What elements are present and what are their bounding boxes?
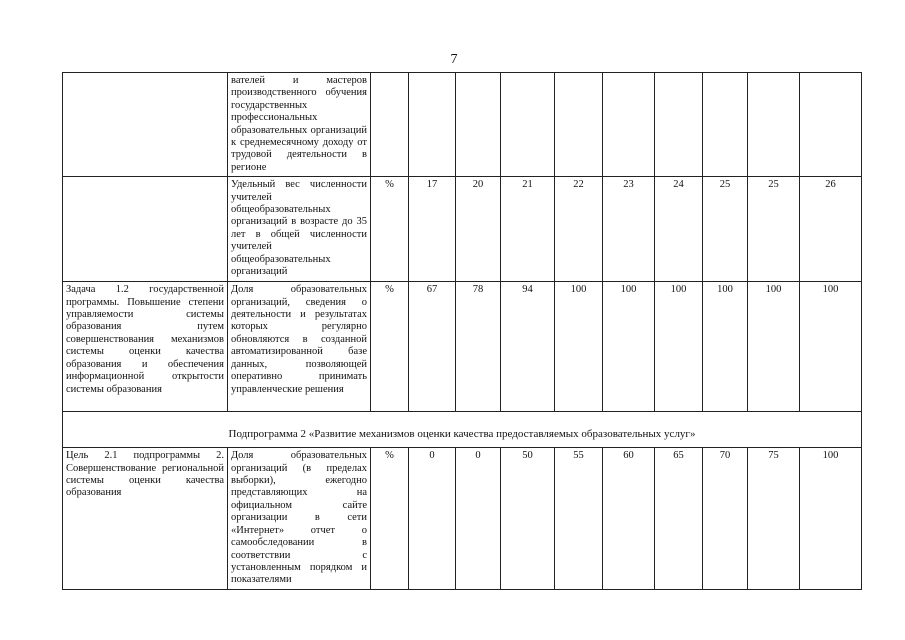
value-cell: 100 — [703, 282, 748, 412]
value-cell: 78 — [456, 282, 501, 412]
value-cell: 100 — [555, 282, 603, 412]
value-cell: 24 — [655, 177, 703, 282]
value-cell: 22 — [555, 177, 603, 282]
value-cell: 100 — [603, 282, 655, 412]
value-cell: 100 — [800, 448, 862, 589]
value-cell — [555, 73, 603, 177]
unit-cell: % — [371, 177, 409, 282]
value-cell — [456, 73, 501, 177]
value-cell — [603, 73, 655, 177]
value-cell: 17 — [409, 177, 456, 282]
section-heading: Подпрограмма 2 «Развитие механизмов оценки качества предоставляемых образовательных услуг» — [63, 412, 862, 448]
value-cell — [800, 73, 862, 177]
indicators-table — [62, 72, 862, 590]
goal-cell: Задача 1.2 государственной программы. Повышение степени управляемости системы образования путем совершенствования механизмов системы оценки качества образования и обеспечения информационной открытости системы образования — [63, 282, 228, 412]
value-cell: 55 — [555, 448, 603, 589]
value-cell: 65 — [655, 448, 703, 589]
value-cell — [501, 73, 555, 177]
goal-cell — [63, 177, 228, 282]
value-cell: 23 — [603, 177, 655, 282]
value-cell: 100 — [748, 282, 800, 412]
value-cell: 20 — [456, 177, 501, 282]
value-cell: 0 — [409, 448, 456, 589]
value-cell: 60 — [603, 448, 655, 589]
unit-cell: % — [371, 282, 409, 412]
indicator-cell: Удельный вес численности учителей общеобразовательных организаций в возрасте до 35 лет в общей численности учителей общеобразовательных организаций — [228, 177, 371, 282]
table-row — [63, 177, 862, 282]
value-cell: 94 — [501, 282, 555, 412]
indicator-cell: Доля образовательных организаций, сведения о деятельности и результатах которых регулярно обновляются в созданной автоматизированной базе данных, позволяющей оперативно принимать управленческие решения — [228, 282, 371, 412]
value-cell: 100 — [655, 282, 703, 412]
unit-cell: % — [371, 448, 409, 589]
goal-cell: Цель 2.1 подпрограммы 2. Совершенствование региональной системы оценки качества образования — [63, 448, 228, 589]
value-cell: 26 — [800, 177, 862, 282]
value-cell: 50 — [501, 448, 555, 589]
value-cell: 70 — [703, 448, 748, 589]
indicator-cell: Доля образовательных организаций (в пределах выборки), ежегодно представляющих на официальном сайте организации в сети «Интернет» отчет о самообследовании в соответствии с установленным порядком и показателями — [228, 448, 371, 589]
value-cell: 67 — [409, 282, 456, 412]
unit-cell — [371, 73, 409, 177]
value-cell — [409, 73, 456, 177]
value-cell — [703, 73, 748, 177]
table-row — [63, 73, 862, 177]
section-row — [63, 412, 862, 448]
value-cell — [655, 73, 703, 177]
page-number: 7 — [450, 52, 458, 67]
goal-cell — [63, 73, 228, 177]
value-cell: 0 — [456, 448, 501, 589]
value-cell: 21 — [501, 177, 555, 282]
value-cell: 75 — [748, 448, 800, 589]
indicator-cell: вателей и мастеров производственного обучения государственных профессиональных образовательных организаций к среднемесячному доходу от трудовой деятельности в регионе — [228, 73, 371, 177]
value-cell: 25 — [703, 177, 748, 282]
table-row — [63, 448, 862, 589]
value-cell — [748, 73, 800, 177]
value-cell: 100 — [800, 282, 862, 412]
value-cell: 25 — [748, 177, 800, 282]
table-row — [63, 282, 862, 412]
